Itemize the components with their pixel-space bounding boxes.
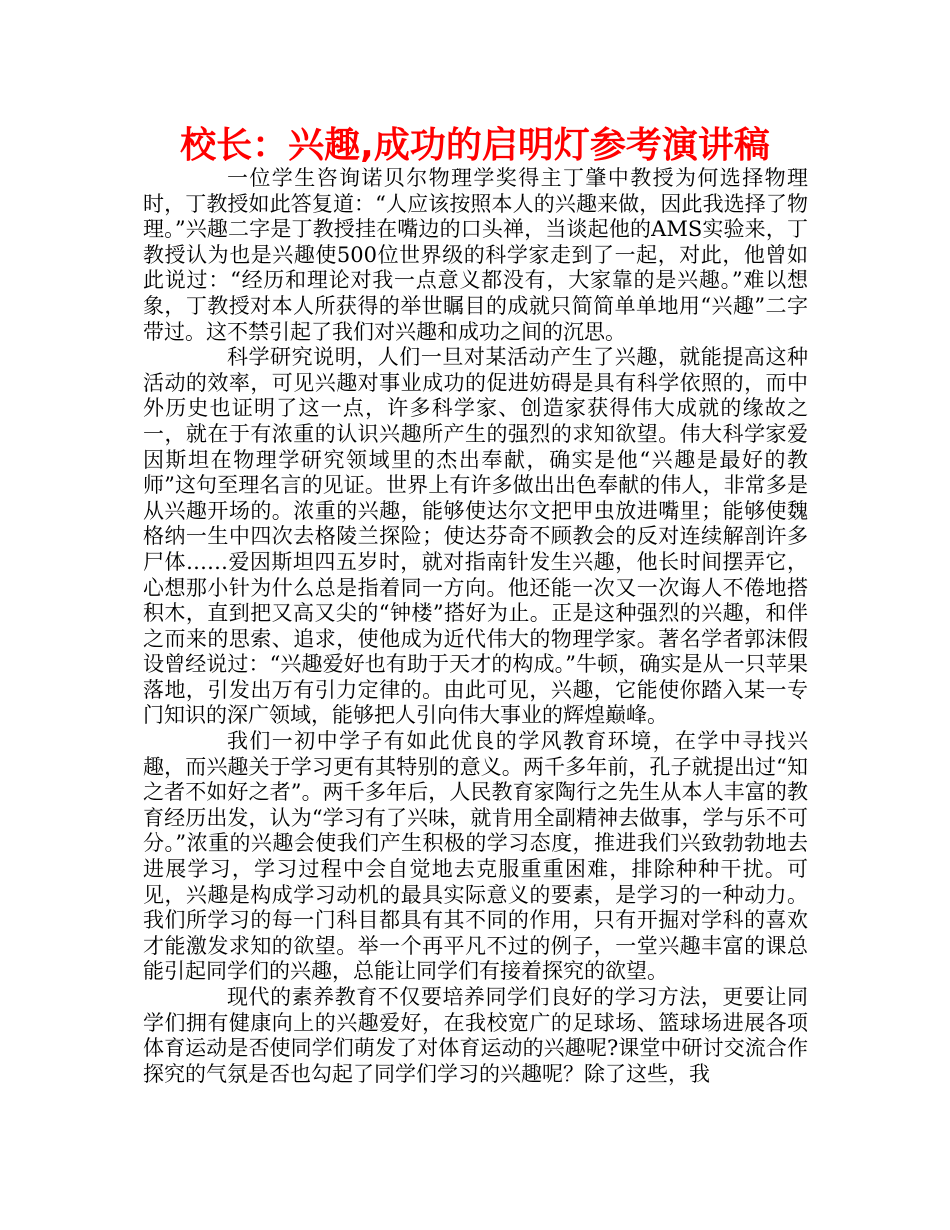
paragraph: 科学研究说明，人们一旦对某活动产生了兴趣，就能提高这种活动的效率，可见兴趣对事业成功的促进妨碍是具有科学依照的，而中外历史也证明了这一点，许多科学家、创造家获得伟大成就的缘故之一，就在于有浓重的认识兴趣所产生的强烈的求知欲望。伟大科学家爱因斯坦在物理学研究领域里的杰出奉献，确实是他“兴趣是最好的教师”这句至理名言的见证。世界上有许多做出出色奉献的伟人，非常多是从兴趣开场的。浓重的兴趣，能够使达尔文把甲虫放进嘴里；能够使魏格纳一生中四次去格陵兰探险；使达芬奇不顾教会的反对连续解剖许多尸体……爱因斯坦四五岁时，就对指南针发生兴趣，他长时间摆弄它，心想那小针为什么总是指着同一方向。他还能一次又一次诲人不倦地搭积木，直到把又高又尖的“钟楼”搭好为止。正是这种强烈的兴趣，和伴之而来的思索、追求，使他成为近代伟大的物理学家。著名学者郭沫假设曾经说过：“兴趣爱好也有助于天才的构成。”牛顿，确实是从一只苹果落地，引发出万有引力定律的。由此可见，兴趣，它能使你踏入某一专门知识的深广领域，能够把人引向伟大事业的辉煌巅峰。 xyxy=(143,345,808,728)
document-title: 校长：兴趣,成功的启明灯参考演讲稿 xyxy=(180,125,770,166)
document-body xyxy=(143,166,808,1087)
paragraph: 现代的素养教育不仅要培养同学们良好的学习方法，更要让同学们拥有健康向上的兴趣爱好，在我校宽广的足球场、篮球场进展各项体育运动是否使同学们萌发了对体育运动的兴趣呢?课堂中研讨交流合作探究的气氛是否也勾起了同学们学习的兴趣呢？除了这些，我 xyxy=(143,985,808,1086)
paragraph: 我们一初中学子有如此优良的学风教育环境，在学中寻找兴趣，而兴趣关于学习更有其特别的意义。两千多年前，孔子就提出过“知之者不如好之者”。两千多年后，人民教育家陶行之先生从本人丰富的教育经历出发，认为“学习有了兴味，就肯用全副精神去做事，学与乐不可分。”浓重的兴趣会使我们产生积极的学习态度，推进我们兴致勃勃地去进展学习，学习过程中会自觉地去克服重重困难，排除种种干扰。可见，兴趣是构成学习动机的最具实际意义的要素，是学习的一种动力。我们所学习的每一门科目都具有其不同的作用，只有开掘对学科的喜欢才能激发求知的欲望。举一个再平凡不过的例子，一堂兴趣丰富的课总能引起同学们的兴趣，总能让同学们有接着探究的欲望。 xyxy=(143,729,808,984)
paragraph: 一位学生咨询诺贝尔物理学奖得主丁肇中教授为何选择物理时，丁教授如此答复道：“人应该按照本人的兴趣来做，因此我选择了物理。”兴趣二字是丁教授挂在嘴边的口头禅，当谈起他的AMS实验来，丁教授认为也是兴趣使500位世界级的科学家走到了一起，对此，他曾如此说过：“经历和理论对我一点意义都没有，大家靠的是兴趣。”难以想象，丁教授对本人所获得的举世瞩目的成就只简简单单地用“兴趣”二字带过。这不禁引起了我们对兴趣和成功之间的沉思。 xyxy=(143,166,808,344)
